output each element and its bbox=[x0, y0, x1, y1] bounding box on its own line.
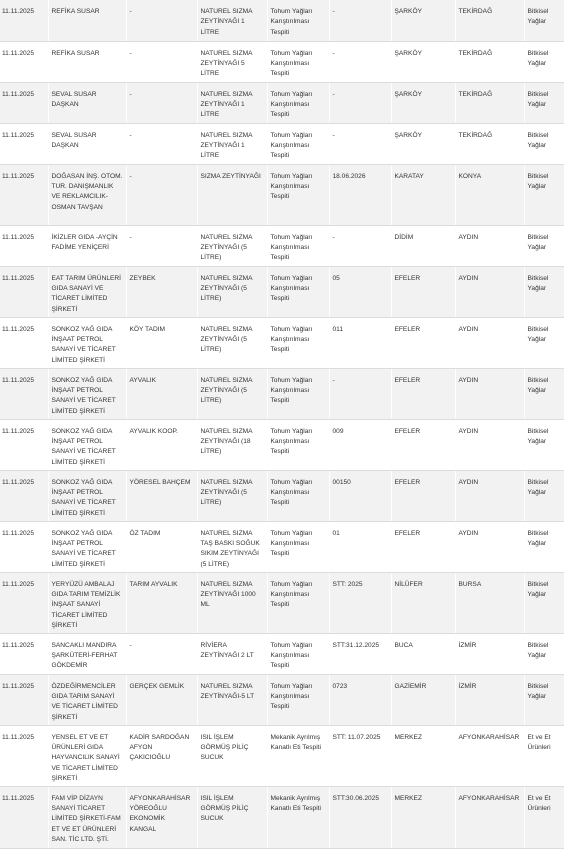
cell-batch: STT:30.06.2025 bbox=[329, 786, 391, 848]
table-row bbox=[0, 572, 564, 633]
cell-city: İZMİR bbox=[455, 674, 524, 725]
cell-issue: Mekanik Ayrılmış Kanatlı Eti Tespiti bbox=[267, 786, 329, 848]
cell-issue: Tohum Yağları Karıştırılması Tespiti bbox=[267, 674, 329, 725]
table-row bbox=[0, 633, 564, 674]
cell-city: TEKİRDAĞ bbox=[455, 0, 524, 41]
cell-group: Bitkisel Yağlar bbox=[524, 164, 564, 225]
cell-group: Bitkisel Yağlar bbox=[524, 674, 564, 725]
cell-city: TEKİRDAĞ bbox=[455, 123, 524, 164]
cell-city: AYDIN bbox=[455, 225, 524, 266]
cell-city: AYDIN bbox=[455, 521, 524, 572]
table-row bbox=[0, 725, 564, 786]
cell-company: SEVAL SUSAR DAŞKAN bbox=[48, 82, 126, 123]
cell-district: EFELER bbox=[391, 266, 455, 317]
cell-product: NATUREL SIZMA ZEYTİNYAĞI 1 LİTRE bbox=[197, 123, 267, 164]
cell-district: EFELER bbox=[391, 317, 455, 368]
cell-product: NATUREL SIZMA ZEYTİNYAĞI (18 LİTRE) bbox=[197, 419, 267, 470]
cell-group: Bitkisel Yağlar bbox=[524, 419, 564, 470]
cell-group: Bitkisel Yağlar bbox=[524, 368, 564, 419]
cell-company: REFİKA SUSAR bbox=[48, 41, 126, 82]
cell-brand: - bbox=[126, 82, 197, 123]
table-row bbox=[0, 82, 564, 123]
cell-date: 11.11.2025 bbox=[0, 266, 48, 317]
cell-district: ŞARKÖY bbox=[391, 41, 455, 82]
cell-brand: ZEYBEK bbox=[126, 266, 197, 317]
cell-product: ISIL İŞLEM GÖRMÜŞ PİLİÇ SUCUK bbox=[197, 786, 267, 848]
cell-date: 11.11.2025 bbox=[0, 521, 48, 572]
cell-issue: Tohum Yağları Karıştırılması Tespiti bbox=[267, 317, 329, 368]
cell-group: Bitkisel Yağlar bbox=[524, 521, 564, 572]
cell-district: ŞARKÖY bbox=[391, 123, 455, 164]
cell-product: NATUREL SIZMA TAŞ BASKI SOĞUK SIKIM ZEYTİNYAĞI (5 LİTRE) bbox=[197, 521, 267, 572]
cell-product: NATUREL SIZMA ZEYTİNYAĞI-5 LT bbox=[197, 674, 267, 725]
table-row bbox=[0, 123, 564, 164]
table-row bbox=[0, 368, 564, 419]
cell-issue: Tohum Yağları Karıştırılması Tespiti bbox=[267, 368, 329, 419]
cell-date: 11.11.2025 bbox=[0, 0, 48, 41]
cell-brand: - bbox=[126, 0, 197, 41]
table-row bbox=[0, 521, 564, 572]
cell-city: İZMİR bbox=[455, 633, 524, 674]
cell-company: SONKOZ YAĞ GIDA İNŞAAT PETROL SANAYİ VE TİCARET LİMİTED ŞİRKETİ bbox=[48, 368, 126, 419]
table-row bbox=[0, 419, 564, 470]
cell-product: ISIL İŞLEM GÖRMÜŞ PİLİÇ SUCUK bbox=[197, 725, 267, 786]
cell-product: NATUREL SIZMA ZEYTİNYAĞI 1 LİTRE bbox=[197, 82, 267, 123]
cell-issue: Tohum Yağları Karıştırılması Tespiti bbox=[267, 123, 329, 164]
table-row bbox=[0, 266, 564, 317]
cell-city: AFYONKARAHİSAR bbox=[455, 725, 524, 786]
cell-group: Et ve Et Ürünleri bbox=[524, 725, 564, 786]
cell-issue: Tohum Yağları Karıştırılması Tespiti bbox=[267, 266, 329, 317]
cell-batch: - bbox=[329, 41, 391, 82]
cell-company: DOĞASAN İNŞ. OTOM. TUR. DANIŞMANLIK VE REKLAMCILIK-OSMAN TAVŞAN bbox=[48, 164, 126, 225]
cell-district: EFELER bbox=[391, 419, 455, 470]
cell-district: MERKEZ bbox=[391, 725, 455, 786]
cell-date: 11.11.2025 bbox=[0, 225, 48, 266]
cell-batch: 00150 bbox=[329, 470, 391, 521]
cell-brand: YÖRESEL BAHÇEM bbox=[126, 470, 197, 521]
cell-date: 11.11.2025 bbox=[0, 41, 48, 82]
cell-batch: 01 bbox=[329, 521, 391, 572]
cell-company: SONKOZ YAĞ GIDA İNŞAAT PETROL SANAYİ VE TİCARET LİMİTED ŞİRKETİ bbox=[48, 521, 126, 572]
cell-group: Bitkisel Yağlar bbox=[524, 572, 564, 633]
cell-company: YENSEL ET VE ET ÜRÜNLERİ GIDA HAYVANCILIK SANAYİ VE TİCARET LİMİTED ŞİRKETİ bbox=[48, 725, 126, 786]
cell-issue: Tohum Yağları Karıştırılması Tespiti bbox=[267, 0, 329, 41]
cell-district: EFELER bbox=[391, 368, 455, 419]
table-row bbox=[0, 786, 564, 848]
cell-district: EFELER bbox=[391, 470, 455, 521]
cell-brand: - bbox=[126, 225, 197, 266]
cell-district: ŞARKÖY bbox=[391, 82, 455, 123]
cell-batch: 0723 bbox=[329, 674, 391, 725]
cell-city: TEKİRDAĞ bbox=[455, 82, 524, 123]
cell-group: Bitkisel Yağlar bbox=[524, 470, 564, 521]
table-row bbox=[0, 164, 564, 225]
cell-company: SONKOZ YAĞ GIDA İNŞAAT PETROL SANAYİ VE TİCARET LİMİTED ŞİRKETİ bbox=[48, 419, 126, 470]
cell-batch: - bbox=[329, 225, 391, 266]
cell-date: 11.11.2025 bbox=[0, 419, 48, 470]
cell-brand: AFYONKARAHİSAR YÖREOĞLU EKONOMİK KANGAL bbox=[126, 786, 197, 848]
cell-issue: Mekanik Ayrılmış Kanatlı Eti Tespiti bbox=[267, 725, 329, 786]
cell-city: AYDIN bbox=[455, 317, 524, 368]
cell-issue: Tohum Yağları Karıştırılması Tespiti bbox=[267, 419, 329, 470]
cell-group: Et ve Et Ürünleri bbox=[524, 786, 564, 848]
cell-city: KONYA bbox=[455, 164, 524, 225]
cell-district: MERKEZ bbox=[391, 786, 455, 848]
cell-batch: 18.06.2026 bbox=[329, 164, 391, 225]
cell-issue: Tohum Yağları Karıştırılması Tespiti bbox=[267, 82, 329, 123]
table-row bbox=[0, 0, 564, 41]
cell-batch: STT: 2025 bbox=[329, 572, 391, 633]
cell-city: AYDIN bbox=[455, 266, 524, 317]
cell-group: Bitkisel Yağlar bbox=[524, 633, 564, 674]
cell-brand: - bbox=[126, 633, 197, 674]
cell-batch: - bbox=[329, 368, 391, 419]
cell-group: Bitkisel Yağlar bbox=[524, 123, 564, 164]
cell-company: FAM VİP DİZAYN SANAYİ TİCARET LİMİTED ŞİRKETİ-FAM ET VE ET ÜRÜNLERİ SAN. TİC LTD. ŞTİ. bbox=[48, 786, 126, 848]
cell-date: 11.11.2025 bbox=[0, 164, 48, 225]
cell-batch: 05 bbox=[329, 266, 391, 317]
cell-batch: 009 bbox=[329, 419, 391, 470]
cell-district: EFELER bbox=[391, 521, 455, 572]
cell-brand: - bbox=[126, 164, 197, 225]
cell-district: DİDİM bbox=[391, 225, 455, 266]
cell-date: 11.11.2025 bbox=[0, 82, 48, 123]
cell-city: AYDIN bbox=[455, 470, 524, 521]
cell-city: BURSA bbox=[455, 572, 524, 633]
cell-issue: Tohum Yağları Karıştırılması Tespiti bbox=[267, 633, 329, 674]
cell-brand: - bbox=[126, 41, 197, 82]
cell-group: Bitkisel Yağlar bbox=[524, 82, 564, 123]
cell-brand: KÖY TADIM bbox=[126, 317, 197, 368]
cell-brand: AYVALIK KOOP. bbox=[126, 419, 197, 470]
cell-district: KARATAY bbox=[391, 164, 455, 225]
cell-product: NATUREL SIZMA ZEYTİNYAĞI (5 LİTRE) bbox=[197, 225, 267, 266]
cell-issue: Tohum Yağları Karıştırılması Tespiti bbox=[267, 470, 329, 521]
cell-date: 11.11.2025 bbox=[0, 123, 48, 164]
cell-product: RİVİERA ZEYTİNYAĞI 2 LT bbox=[197, 633, 267, 674]
cell-batch: 011 bbox=[329, 317, 391, 368]
cell-batch: - bbox=[329, 82, 391, 123]
cell-company: ÖZDEĞİRMENCİLER GIDA TARIM SANAYİ VE TİCARET LİMİTED ŞİRKETİ bbox=[48, 674, 126, 725]
cell-group: Bitkisel Yağlar bbox=[524, 41, 564, 82]
cell-company: YERYÜZÜ AMBALAJ GIDA TARIM TEMİZLİK İNŞAAT SANAYİ TİCARET LİMİTED ŞİRKETİ bbox=[48, 572, 126, 633]
cell-batch: - bbox=[329, 123, 391, 164]
cell-issue: Tohum Yağları Karıştırılması Tespiti bbox=[267, 164, 329, 225]
cell-date: 11.11.2025 bbox=[0, 317, 48, 368]
table-row bbox=[0, 470, 564, 521]
cell-issue: Tohum Yağları Karıştırılması Tespiti bbox=[267, 521, 329, 572]
cell-company: SONKOZ YAĞ GIDA İNŞAAT PETROL SANAYİ VE TİCARET LİMİTED ŞİRKETİ bbox=[48, 470, 126, 521]
cell-product: SIZMA ZEYTİNYAĞI bbox=[197, 164, 267, 225]
cell-city: TEKİRDAĞ bbox=[455, 41, 524, 82]
cell-district: ŞARKÖY bbox=[391, 0, 455, 41]
cell-product: NATUREL SIZMA ZEYTİNYAĞI 5 LİTRE bbox=[197, 41, 267, 82]
cell-group: Bitkisel Yağlar bbox=[524, 317, 564, 368]
cell-issue: Tohum Yağları Karıştırılması Tespiti bbox=[267, 225, 329, 266]
cell-group: Bitkisel Yağlar bbox=[524, 0, 564, 41]
cell-city: AFYONKARAHİSAR bbox=[455, 786, 524, 848]
cell-brand: TARIM AYVALIK bbox=[126, 572, 197, 633]
cell-issue: Tohum Yağları Karıştırılması Tespiti bbox=[267, 572, 329, 633]
cell-group: Bitkisel Yağlar bbox=[524, 266, 564, 317]
cell-city: AYDIN bbox=[455, 368, 524, 419]
table-row bbox=[0, 225, 564, 266]
table-row bbox=[0, 41, 564, 82]
cell-product: NATUREL SIZMA ZEYTİNYAĞI (5 LİTRE) bbox=[197, 368, 267, 419]
cell-date: 11.11.2025 bbox=[0, 786, 48, 848]
cell-product: NATUREL SIZMA ZEYTİNYAĞI (5 LİTRE) bbox=[197, 266, 267, 317]
cell-company: REFİKA SUSAR bbox=[48, 0, 126, 41]
cell-date: 11.11.2025 bbox=[0, 572, 48, 633]
cell-batch: STT: 11.07.2025 bbox=[329, 725, 391, 786]
cell-date: 11.11.2025 bbox=[0, 470, 48, 521]
cell-group: Bitkisel Yağlar bbox=[524, 225, 564, 266]
table-row bbox=[0, 674, 564, 725]
cell-brand: ÖZ TADIM bbox=[126, 521, 197, 572]
cell-product: NATUREL SIZMA ZEYTİNYAĞI 1000 ML bbox=[197, 572, 267, 633]
cell-batch: STT:31.12.2025 bbox=[329, 633, 391, 674]
cell-company: EAT TARIM ÜRÜNLERİ GIDA SANAYİ VE TİCARET LİMİTED ŞİRKETİ bbox=[48, 266, 126, 317]
cell-district: BUCA bbox=[391, 633, 455, 674]
cell-company: İKİZLER GIDA -AYÇİN FADİME YENİÇERİ bbox=[48, 225, 126, 266]
cell-date: 11.11.2025 bbox=[0, 368, 48, 419]
cell-date: 11.11.2025 bbox=[0, 674, 48, 725]
cell-company: SEVAL SUSAR DAŞKAN bbox=[48, 123, 126, 164]
cell-brand: AYVALIK bbox=[126, 368, 197, 419]
cell-brand: - bbox=[126, 123, 197, 164]
cell-brand: GERÇEK GEMLİK bbox=[126, 674, 197, 725]
cell-product: NATUREL SIZMA ZEYTİNYAĞI (5 LİTRE) bbox=[197, 317, 267, 368]
cell-batch: - bbox=[329, 0, 391, 41]
cell-district: NİLÜFER bbox=[391, 572, 455, 633]
cell-date: 11.11.2025 bbox=[0, 725, 48, 786]
cell-product: NATUREL SIZMA ZEYTİNYAĞI (5 LİTRE) bbox=[197, 470, 267, 521]
cell-issue: Tohum Yağları Karıştırılması Tespiti bbox=[267, 41, 329, 82]
cell-date: 11.11.2025 bbox=[0, 633, 48, 674]
cell-brand: KADİR SARDOĞAN AFYON ÇAKICIOĞLU bbox=[126, 725, 197, 786]
cell-district: GAZİEMİR bbox=[391, 674, 455, 725]
table-row bbox=[0, 317, 564, 368]
cell-company: SANCAKLI MANDIRA ŞARKÜTERİ-FERHAT GÖKDEMİR bbox=[48, 633, 126, 674]
cell-product: NATUREL SIZMA ZEYTİNYAĞI 1 LİTRE bbox=[197, 0, 267, 41]
cell-company: SONKOZ YAĞ GIDA İNŞAAT PETROL SANAYİ VE TİCARET LİMİTED ŞİRKETİ bbox=[48, 317, 126, 368]
cell-city: AYDIN bbox=[455, 419, 524, 470]
